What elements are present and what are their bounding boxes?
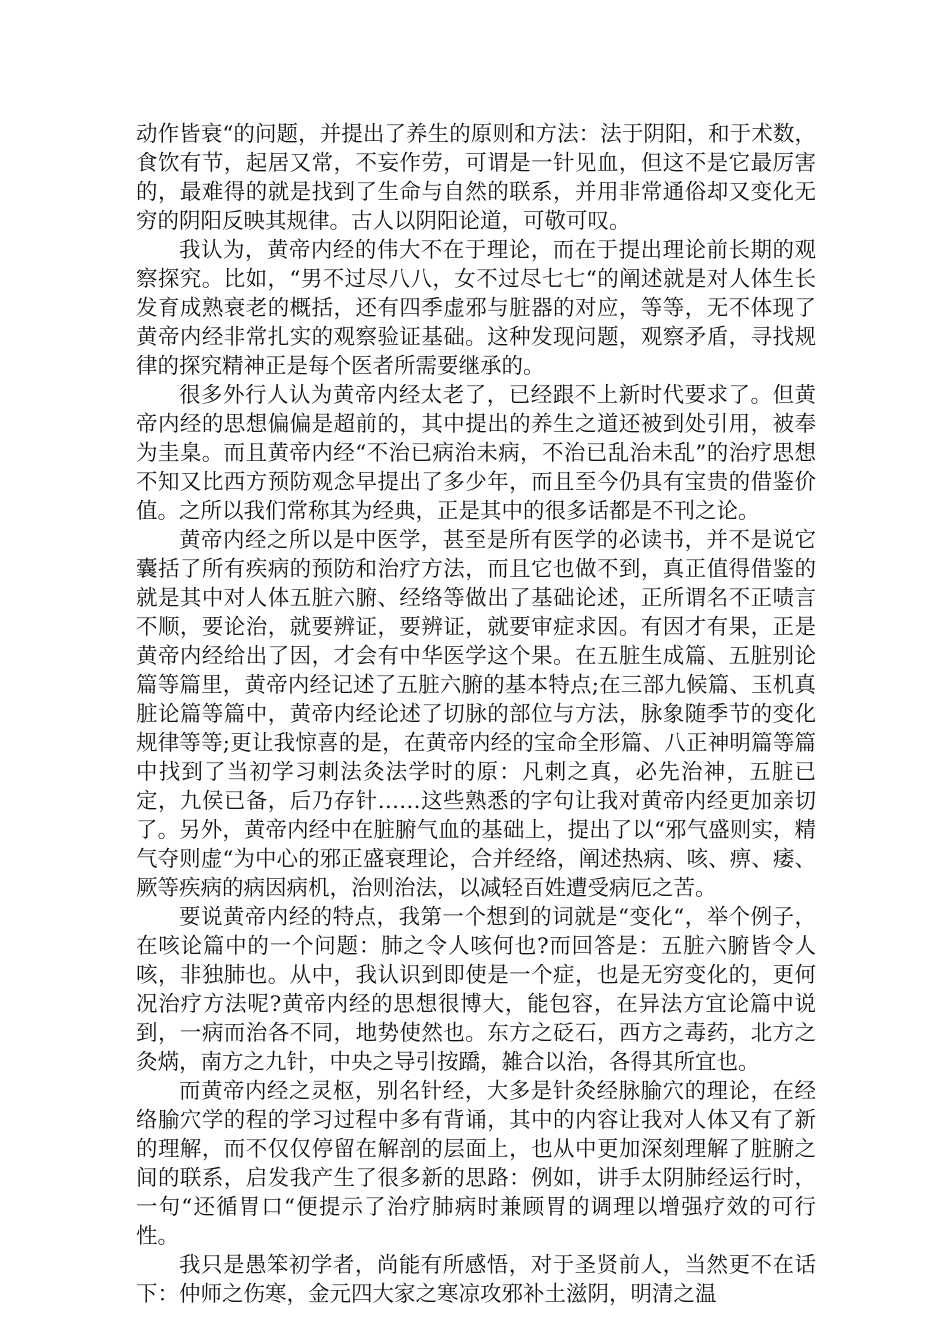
paragraph-7: 我只是愚笨初学者，尚能有所感悟，对于圣贤前人，当然更不在话下：仲师之伤寒，金元四大家之寒凉攻邪补土滋阴，明清之温 [136, 1253, 816, 1307]
document-page [136, 120, 816, 1309]
paragraph-1: 动作皆衰“的问题，并提出了养生的原则和方法：法于阴阳，和于术数，食饮有节，起居又常，不妄作劳，可谓是一针见血，但这不是它最厉害的，最难得的就是找到了生命与自然的联系，并用非常通俗却又变化无穷的阴阳反映其规律。古人以阴阳论道，可敬可叹。 [136, 122, 816, 234]
paragraph-3: 很多外行人认为黄帝内经太老了，已经跟不上新时代要求了。但黄帝内经的思想偏偏是超前的，其中提出的养生之道还被到处引用，被奉为圭臬。而且黄帝内经“不治已病治未病，不治已乱治未乱”的治疗思想不知又比西方预防观念早提出了多少年，而且至今仍具有宝贵的借鉴价值。之所以我们常称其为经典，正是其中的很多话都是不刊之论。 [136, 383, 816, 524]
paragraph-2: 我认为，黄帝内经的伟大不在于理论，而在于提出理论前长期的观察探究。比如，“男不过尽八八，女不过尽七七“的阐述就是对人体生长发育成熟衰老的概括，还有四季虚邪与脏器的对应，等等，无不体现了黄帝内经非常扎实的观察验证基础。这种发现问题，观察矛盾，寻找规律的探究精神正是每个医者所需要继承的。 [136, 238, 816, 379]
paragraph-6: 而黄帝内经之灵枢，别名针经，大多是针灸经脉腧穴的理论，在经络腧穴学的程的学习过程中多有背诵，其中的内容让我对人体又有了新的理解，而不仅仅停留在解剖的层面上，也从中更加深刻理解了脏腑之间的联系，启发我产生了很多新的思路：例如，讲手太阴肺经运行时，一句“还循胃口“便提示了治疗肺病时兼顾胃的调理以增强疗效的可行性。 [136, 1079, 816, 1249]
paragraph-5: 要说黄帝内经的特点，我第一个想到的词就是“变化“，举个例子，在咳论篇中的一个问题：肺之令人咳何也?而回答是：五脏六腑皆令人咳，非独肺也。从中，我认识到即使是一个症，也是无穷变化的，更何况治疗方法呢?黄帝内经的思想很博大，能包容，在异法方宜论篇中说到，一病而治各不同，地势使然也。东方之砭石，西方之毒药，北方之灸焫，南方之九针，中央之导引按蹻，雑合以治，各得其所宜也。 [136, 905, 816, 1075]
paragraph-4: 黄帝内经之所以是中医学，甚至是所有医学的必读书，并不是说它囊括了所有疾病的预防和治疗方法，而且它也做不到，真正值得借鉴的就是其中对人体五脏六腑、经络等做出了基础论述，正所谓名不正啧言不顺，要论治，就要辨证，要辨证，就要审症求因。有因才有果，正是黄帝内经给出了因，才会有中华医学这个果。在五脏生成篇、五脏别论篇等篇里，黄帝内经记述了五脏六腑的基本特点;在三部九候篇、玉机真脏论篇等篇中，黄帝内经论述了切脉的部位与方法，脉象随季节的变化规律等等;更让我惊喜的是，在黄帝内经的宝命全形篇、八正神明篇等篇中找到了当初学习刺法灸法学时的原：凡刺之真，必先治神，五脏已定，九侯已备，后乃存针……这些熟悉的字句让我对黄帝内经更加亲切了。另外，黄帝内经中在脏腑气血的基础上，提出了以“邪气盛则实，精气夺则虚“为中心的邪正盛衰理论，合并经络，阐述热病、咳、痹、痿、厥等疾病的病因病机，治则治法，以减轻百姓遭受病厄之苦。 [136, 528, 816, 901]
